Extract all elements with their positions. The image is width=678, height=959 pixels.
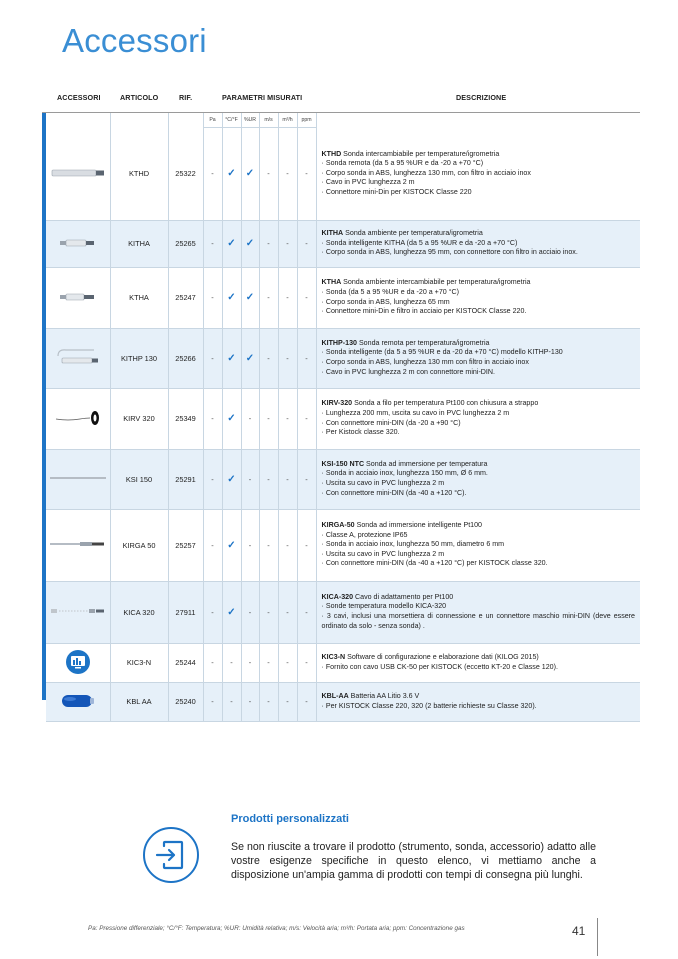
rif-cell: 25291 — [168, 449, 203, 509]
description-cell: KTHD Sonda intercambiabile per temperature/igrometria · Sonda remota (da 5 a 95 %UR e da -20 a +70 °C) · Corpo sonda in ABS, lunghezza 130 mm, con filtro in acciaio inox · Cavo in PVC lunghezza 2 m · Connettore mini-Din per KISTOCK Classe 220 — [316, 128, 640, 221]
articolo-cell: KITHA — [110, 220, 168, 267]
description-cell: KIC3-N Software di configurazione e elaborazione dati (KILOG 2015) · Fornito con cavo USB CK-50 per KISTOCK (eccetto KT-20 e Classe 120). — [316, 643, 640, 682]
articolo-cell: KICA 320 — [110, 581, 168, 643]
articolo-cell: KITHP 130 — [110, 328, 168, 388]
description-line: Classe A, protezione IP65 — [325, 530, 408, 539]
description-line: Cavo in PVC lunghezza 2 m con connettore mini-DIN. — [325, 367, 495, 376]
check-icon: ✓ — [227, 413, 236, 424]
header-parametri: PARAMETRI MISURATI — [222, 93, 303, 102]
description-title: KIC3-N — [321, 652, 346, 661]
software-kic3-icon — [46, 643, 110, 682]
description-title: KIRGA-50 — [321, 521, 355, 530]
description-line: Cavo in PVC lunghezza 2 m — [325, 178, 415, 187]
probe-kirv-image — [46, 388, 110, 449]
param-empty: - — [286, 697, 289, 706]
param-empty: - — [305, 540, 308, 550]
description-title: KTHA — [321, 278, 342, 287]
description-line: Uscita su cavo in PVC lunghezza 2 m — [325, 549, 445, 558]
param-empty: - — [305, 414, 308, 423]
description-cell: KIRGA-50 Sonda ad immersione intelligente Pt100 · Classe A, protezione IP65 · Sonda in acciaio inox, lunghezza 50 mm, diametro 6 mm · Uscita su cavo in PVC lunghezza 2 m · Con connettore mini-DIN (da -40 a +120 °C) per KISTOCK classe 320. — [316, 509, 640, 581]
description-cell: KITHA Sonda ambiente per temperatura/igrometria · Sonda intelligente KITHA (da 5 a 95 %UR e da -20 a +70 °C) · Corpo sonda in ABS, lunghezza 95 mm, con connettore con filtro in acciaio inox. — [316, 220, 640, 267]
param-empty: - — [211, 353, 214, 363]
rif-cell: 27911 — [168, 581, 203, 643]
description-line: Con connettore mini-DIN (da -40 a +120 °C) per KISTOCK classe 320. — [325, 559, 548, 568]
description-cell: KSI-150 NTC Sonda ad immersione per temperatura · Sonda in acciaio inox, lunghezza 150 mm, Ø 6 mm. · Uscita su cavo in PVC lunghezza 2 m · Con connettore mini-DIN (da -40 a +120 °C). — [316, 449, 640, 509]
check-icon: ✓ — [227, 539, 236, 551]
param-empty: - — [305, 474, 308, 484]
unit-label: °C/°F — [222, 113, 241, 128]
articolo-cell: KIRV 320 — [110, 388, 168, 449]
param-empty: - — [286, 293, 289, 302]
unit-label: m³/h — [278, 113, 297, 128]
table-row — [46, 128, 640, 221]
param-empty: - — [286, 474, 289, 484]
description-line: Con connettore mini-DIN (da -20 a +90 °C) — [325, 418, 461, 427]
description-line: Fornito con cavo USB CK-50 per KISTOCK (eccetto KT-20 e Classe 120). — [325, 662, 558, 671]
description-title-rest: Sonda ad immersione intelligente Pt100 — [354, 521, 482, 530]
description-title: KITHA — [321, 229, 344, 238]
param-empty: - — [286, 169, 289, 179]
param-empty: - — [305, 353, 308, 363]
param-empty: - — [305, 293, 308, 302]
rif-cell: 25247 — [168, 267, 203, 328]
check-icon: ✓ — [227, 168, 236, 180]
probe-kitha-image — [46, 220, 110, 267]
rif-cell: 25265 — [168, 220, 203, 267]
articolo-cell: KTHD — [110, 128, 168, 221]
footnote: Pa: Pressione differenziale; °C/°F: Temperatura; %UR: Umidità relativa; m/s: Velocità aria; m³/h: Portata aria; ppm: Concentrazione gas — [88, 925, 465, 932]
table-row — [46, 509, 640, 581]
unit-label: m/s — [259, 113, 278, 128]
probe-kthd-image — [46, 128, 110, 221]
table-row — [46, 682, 640, 721]
promo-text: Se non riuscite a trovare il prodotto (strumento, sonda, accessorio) adatto alle vostre esigenze specifiche in questo elenco, vi mettiamo anche a disposizione un'ampia gamma di prodotti con tempi di consegna più lunghi. — [231, 841, 596, 881]
param-empty: - — [248, 697, 252, 706]
check-icon: ✓ — [245, 168, 255, 180]
param-empty: - — [211, 293, 214, 302]
param-empty: - — [211, 697, 214, 706]
param-empty: - — [267, 169, 270, 179]
description-title-rest: Sonda remota per temperatura/igrometria — [356, 338, 490, 347]
description-line: Sonda (da 5 a 95 %UR e da -20 a +70 °C) — [325, 287, 460, 296]
description-cell: KTHA Sonda ambiente intercambiabile per temperatura/igrometria · Sonda (da 5 a 95 %UR e da -20 a +70 °C) · Corpo sonda in ABS, lunghezza 65 mm · Connettore mini-Din e filtro in acciaio per KISTOCK Classe 220. — [316, 267, 640, 328]
table-row — [46, 328, 640, 388]
rif-cell: 25266 — [168, 328, 203, 388]
description-title: KBL-AA — [321, 691, 349, 700]
param-empty: - — [267, 293, 270, 302]
rif-cell: 25240 — [168, 682, 203, 721]
param-empty: - — [286, 607, 289, 617]
description-title-rest: Sonda a filo per temperatura Pt100 con chiusura a strappo — [352, 399, 539, 408]
battery-kbl-image — [46, 682, 110, 721]
param-empty: - — [267, 607, 270, 617]
probe-ktha-image — [46, 267, 110, 328]
articolo-cell: KSI 150 — [110, 449, 168, 509]
header-accessori: ACCESSORI — [57, 93, 101, 102]
check-icon: ✓ — [245, 238, 255, 249]
param-empty: - — [211, 239, 214, 248]
description-line: Corpo sonda in ABS, lunghezza 95 mm, con connettore con filtro in acciaio inox. — [325, 248, 578, 257]
header-articolo: ARTICOLO — [120, 93, 159, 102]
check-icon: ✓ — [245, 292, 255, 303]
header-rif: RIF. — [179, 93, 193, 102]
check-icon: ✓ — [227, 473, 236, 485]
param-empty: - — [211, 607, 214, 617]
description-title-rest: Sonda intercambiabile per temperature/igrometria — [341, 149, 500, 158]
description-line: Connettore mini-Din per KISTOCK Classe 220 — [325, 187, 472, 196]
description-title-rest: Sonda ad immersione per temperatura — [364, 459, 488, 468]
table-row — [46, 220, 640, 267]
table-row — [46, 581, 640, 643]
page-number: 41 — [572, 924, 586, 938]
rif-cell: 25349 — [168, 388, 203, 449]
description-line: Sonda intelligente KITHA (da 5 a 95 %UR e da -20 a +70 °C) — [325, 238, 518, 247]
param-empty: - — [286, 239, 289, 248]
probe-ksi-image — [46, 449, 110, 509]
description-line: Sonde temperatura modello KICA-320 — [325, 602, 447, 611]
rif-cell: 25244 — [168, 643, 203, 682]
table-row — [46, 388, 640, 449]
description-cell: KICA-320 Cavo di adattamento per Pt100 · Sonde temperatura modello KICA-320 · 3 cavi, inclusi una morsettiera di connessione e un connettore maschio mini-DIN (deve essere ordinato da solo - senza sonda) . — [316, 581, 640, 643]
param-empty: - — [286, 414, 289, 423]
description-line: 3 cavi, inclusi una morsettiera di connessione e un connettore maschio mini-DIN (deve essere ordinato da solo - senza sonda) . — [321, 612, 635, 630]
check-icon: ✓ — [227, 238, 236, 249]
param-empty: - — [230, 658, 233, 667]
description-title-rest: Sonda ambiente intercambiabile per temperatura/igrometria — [341, 278, 531, 287]
unit-label: ppm — [297, 113, 316, 128]
check-icon: ✓ — [227, 352, 236, 364]
param-empty: - — [267, 414, 270, 423]
param-empty: - — [211, 169, 214, 179]
description-line: Uscita su cavo in PVC lunghezza 2 m — [325, 479, 445, 487]
param-empty: - — [248, 540, 252, 550]
description-cell: KBL-AA Batteria AA Litio 3.6 V · Per KISTOCK Classe 220, 320 (2 batterie richieste su Classe 320). — [316, 682, 640, 721]
check-icon: ✓ — [227, 606, 236, 618]
description-line: Connettore mini-Din e filtro in acciaio per KISTOCK Classe 220. — [325, 307, 527, 316]
description-title: KIRV-320 — [321, 399, 353, 408]
param-empty: - — [230, 697, 233, 706]
param-empty: - — [305, 239, 308, 248]
param-empty: - — [286, 658, 289, 667]
param-empty: - — [211, 474, 214, 484]
description-cell: KIRV-320 Sonda a filo per temperatura Pt100 con chiusura a strappo · Lunghezza 200 mm, uscita su cavo in PVC lunghezza 2 m · Con connettore mini-DIN (da -20 a +90 °C) · Per Kistock classe 320. — [316, 388, 640, 449]
description-title: KICA-320 — [321, 592, 354, 601]
articolo-cell: KIC3-N — [110, 643, 168, 682]
param-empty: - — [305, 658, 308, 667]
param-empty: - — [305, 169, 308, 179]
param-empty: - — [286, 353, 289, 363]
description-line: Sonda in acciaio inox, lunghezza 50 mm, diametro 6 mm — [325, 540, 505, 549]
param-empty: - — [267, 697, 270, 706]
description-title-rest: Software di configurazione e elaborazione dati (KILOG 2015) — [345, 652, 539, 661]
description-cell: KITHP-130 Sonda remota per temperatura/igrometria · Sonda intelligente (da 5 a 95 %UR e da -20 da +70 °C) modello KITHP-130 · Corpo sonda in ABS, lunghezza 130 mm con filtro in acciaio inox · Cavo in PVC lunghezza 2 m con connettore mini-DIN. — [316, 328, 640, 388]
check-icon: ✓ — [227, 292, 236, 303]
description-line: Sonda in acciaio inox, lunghezza 150 mm, Ø 6 mm. — [325, 469, 488, 478]
unit-label: Pa — [203, 113, 222, 128]
page-title: Accessori — [62, 22, 207, 59]
param-empty: - — [248, 658, 252, 667]
param-empty: - — [267, 540, 270, 550]
enter-arrow-icon — [142, 826, 200, 884]
probe-kithp-image — [46, 328, 110, 388]
articolo-cell: KTHA — [110, 267, 168, 328]
unit-label: %UR — [241, 113, 259, 128]
description-line: Per Kistock classe 320. — [325, 428, 400, 437]
articolo-cell: KBL AA — [110, 682, 168, 721]
description-line: Per KISTOCK Classe 220, 320 (2 batterie richieste su Classe 320). — [325, 701, 537, 710]
param-empty: - — [211, 540, 214, 550]
param-empty: - — [305, 607, 308, 617]
param-empty: - — [248, 607, 252, 617]
table-row — [46, 643, 640, 682]
rif-cell: 25322 — [168, 128, 203, 221]
table-row — [46, 267, 640, 328]
units-row — [46, 113, 640, 128]
param-empty: - — [267, 658, 270, 667]
param-empty: - — [248, 414, 252, 423]
check-icon: ✓ — [245, 352, 255, 364]
description-line: Lunghezza 200 mm, uscita su cavo in PVC lunghezza 2 m — [325, 408, 510, 417]
description-title: KSI-150 NTC — [321, 459, 365, 468]
accessories-table — [46, 113, 640, 722]
cable-kica-image — [46, 581, 110, 643]
param-empty: - — [267, 474, 270, 484]
articolo-cell: KIRGA 50 — [110, 509, 168, 581]
description-line: Sonda remota (da 5 a 95 %UR e da -20 a +70 °C) — [325, 159, 484, 168]
description-line: Corpo sonda in ABS, lunghezza 130 mm, con filtro in acciaio inox — [325, 168, 531, 177]
param-empty: - — [267, 239, 270, 248]
page-number-rule — [597, 918, 598, 956]
header-descrizione: DESCRIZIONE — [456, 93, 507, 102]
param-empty: - — [286, 540, 289, 550]
description-title-rest: Batteria AA Litio 3.6 V — [348, 691, 420, 700]
param-empty: - — [211, 658, 214, 667]
promo-title: Prodotti personalizzati — [231, 813, 349, 825]
rif-cell: 25257 — [168, 509, 203, 581]
param-empty: - — [267, 353, 270, 363]
description-line: Corpo sonda in ABS, lunghezza 65 mm — [325, 297, 450, 306]
description-line: Sonda intelligente (da 5 a 95 %UR e da -20 da +70 °C) modello KITHP-130 — [325, 348, 563, 357]
param-empty: - — [211, 414, 214, 423]
description-title-rest: Sonda ambiente per temperatura/igrometria — [343, 229, 483, 238]
table-row — [46, 449, 640, 509]
param-empty: - — [305, 697, 308, 706]
description-title: KITHP-130 — [321, 338, 357, 347]
description-title-rest: Cavo di adattamento per Pt100 — [353, 592, 454, 601]
description-line: Corpo sonda in ABS, lunghezza 130 mm con filtro in acciaio inox — [325, 358, 529, 366]
probe-kirga-image — [46, 509, 110, 581]
description-line: Con connettore mini-DIN (da -40 a +120 °C). — [325, 488, 467, 497]
description-title: KTHD — [321, 149, 342, 158]
param-empty: - — [248, 474, 252, 484]
